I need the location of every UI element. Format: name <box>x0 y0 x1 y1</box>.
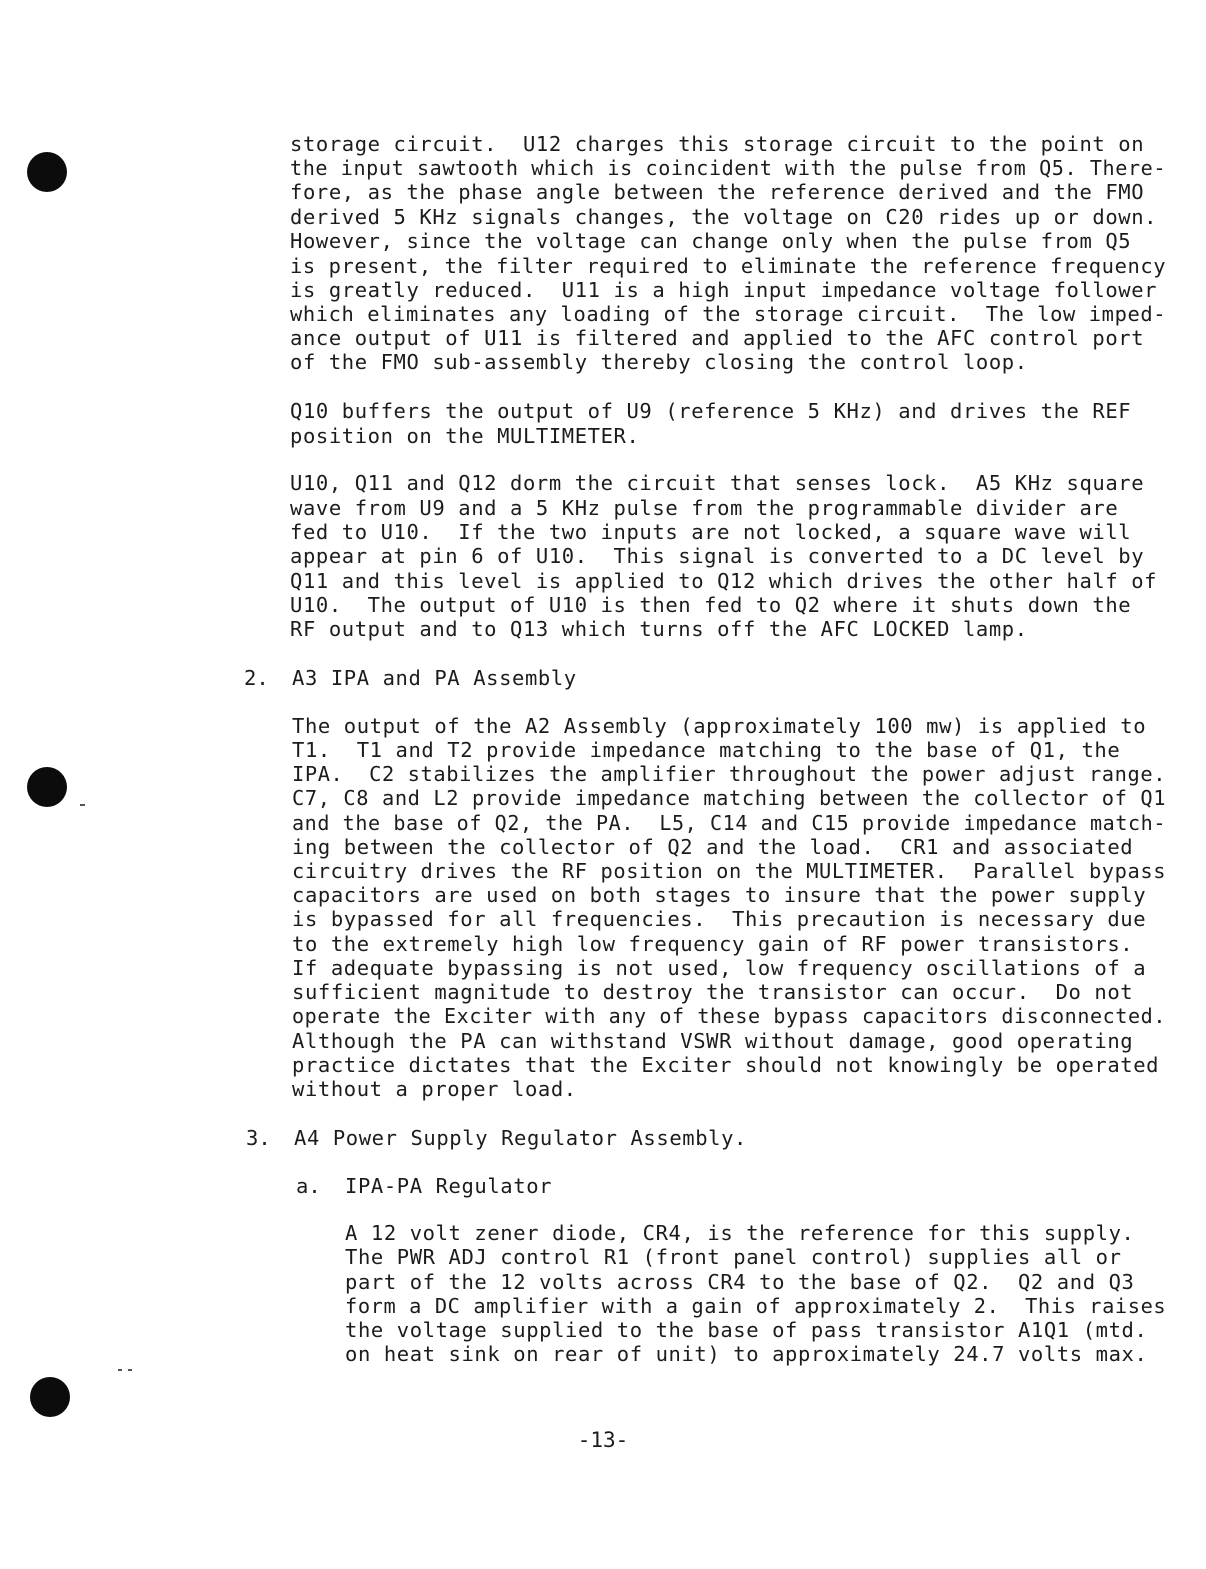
text-line: operate the Exciter with any of these bypass capacitors disconnected. <box>292 1004 1166 1028</box>
text-line: RF output and to Q13 which turns off the AFC LOCKED lamp. <box>290 617 1028 641</box>
text-line: ing between the collector of Q2 and the load. CR1 and associated <box>292 835 1134 859</box>
text-line: the input sawtooth which is coincident with the pulse from Q5. There- <box>290 156 1167 180</box>
text-line: ance output of U11 is filtered and applied to the AFC control port <box>290 326 1145 350</box>
section-heading: A4 Power Supply Regulator Assembly. <box>294 1126 747 1150</box>
scan-speck <box>80 804 85 806</box>
text-line: storage circuit. U12 charges this storage circuit to the point on <box>290 132 1145 156</box>
text-line: fed to U10. If the two inputs are not locked, a square wave will <box>290 520 1132 544</box>
text-line: derived 5 KHz signals changes, the voltage on C20 rides up or down. <box>290 205 1158 229</box>
text-line: position on the MULTIMETER. <box>290 424 640 448</box>
text-line: wave from U9 and a 5 KHz pulse from the programmable divider are <box>290 496 1119 520</box>
text-line: without a proper load. <box>292 1077 577 1101</box>
text-line: Q11 and this level is applied to Q12 which drives the other half of <box>290 569 1158 593</box>
text-line: fore, as the phase angle between the reference derived and the FMO <box>290 180 1145 204</box>
text-line: The output of the A2 Assembly (approximately 100 mw) is applied to <box>292 714 1147 738</box>
text-line: circuitry drives the RF position on the MULTIMETER. Parallel bypass <box>292 859 1167 883</box>
text-line: of the FMO sub-assembly thereby closing the control loop. <box>290 350 1028 374</box>
scan-speck <box>118 1369 122 1371</box>
punch-hole-bottom <box>30 1377 70 1417</box>
text-line: T1. T1 and T2 provide impedance matching to the base of Q1, the <box>292 738 1121 762</box>
text-line: IPA. C2 stabilizes the amplifier throughout the power adjust range. <box>292 762 1167 786</box>
text-line: The PWR ADJ control R1 (front panel control) supplies all or <box>345 1245 1122 1269</box>
text-line: which eliminates any loading of the storage circuit. The low imped- <box>290 302 1167 326</box>
punch-hole-middle <box>27 767 67 807</box>
text-line: sufficient magnitude to destroy the transistor can occur. Do not <box>292 980 1134 1004</box>
text-line: part of the 12 volts across CR4 to the base of Q2. Q2 and Q3 <box>345 1270 1135 1294</box>
page-number: -13- <box>577 1428 629 1452</box>
text-line: on heat sink on rear of unit) to approximately 24.7 volts max. <box>345 1342 1148 1366</box>
text-line: U10. The output of U10 is then fed to Q2 where it shuts down the <box>290 593 1132 617</box>
section-number: 2. <box>244 666 269 690</box>
text-line: C7, C8 and L2 provide impedance matching between the collector of Q1 <box>292 786 1167 810</box>
text-line: Q10 buffers the output of U9 (reference 5 KHz) and drives the REF <box>290 399 1132 423</box>
punch-hole-top <box>27 152 67 192</box>
text-line: Although the PA can withstand VSWR without damage, good operating <box>292 1029 1134 1053</box>
scan-speck <box>128 1369 132 1371</box>
subsection-heading: IPA-PA Regulator <box>345 1174 553 1198</box>
section-number: 3. <box>246 1126 271 1150</box>
text-line: and the base of Q2, the PA. L5, C14 and C15 provide impedance match- <box>292 811 1166 835</box>
text-line: appear at pin 6 of U10. This signal is converted to a DC level by <box>290 544 1145 568</box>
text-line: to the extremely high low frequency gain of RF power transistors. <box>292 932 1134 956</box>
text-line: is present, the filter required to eliminate the reference frequency <box>290 254 1167 278</box>
text-line: practice dictates that the Exciter should not knowingly be operated <box>292 1053 1160 1077</box>
text-line: If adequate bypassing is not used, low frequency oscillations of a <box>292 956 1147 980</box>
text-line: form a DC amplifier with a gain of approximately 2. This raises <box>345 1294 1167 1318</box>
section-heading: A3 IPA and PA Assembly <box>292 666 577 690</box>
text-line: is bypassed for all frequencies. This precaution is necessary due <box>292 907 1147 931</box>
text-line: A 12 volt zener diode, CR4, is the reference for this supply. <box>345 1221 1135 1245</box>
text-line: capacitors are used on both stages to insure that the power supply <box>292 883 1147 907</box>
text-line: U10, Q11 and Q12 dorm the circuit that senses lock. A5 KHz square <box>290 471 1145 495</box>
subsection-letter: a. <box>296 1174 321 1198</box>
text-line: However, since the voltage can change only when the pulse from Q5 <box>290 229 1132 253</box>
text-line: the voltage supplied to the base of pass transistor A1Q1 (mtd. <box>345 1318 1148 1342</box>
text-line: is greatly reduced. U11 is a high input impedance voltage follower <box>290 278 1158 302</box>
